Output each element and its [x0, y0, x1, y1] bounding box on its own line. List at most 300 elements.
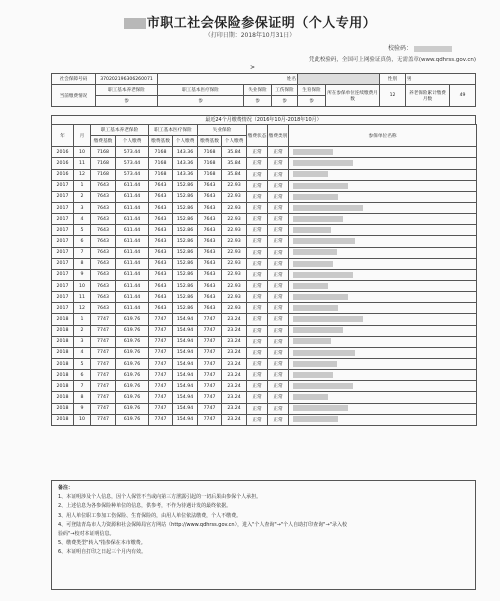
table-cell: 7643 [149, 269, 173, 280]
table-cell: 22.93 [222, 303, 247, 314]
table-cell: 正常 [268, 314, 289, 325]
table-row [52, 314, 477, 325]
table-cell: 7168 [198, 158, 222, 169]
table-cell: 152.86 [173, 269, 198, 280]
unit-name-cell [289, 280, 477, 291]
table-row [52, 336, 477, 347]
table-cell: 611.44 [116, 202, 149, 213]
table-cell: 7747 [198, 392, 222, 403]
table-cell: 10 [74, 280, 91, 291]
table-cell: 正常 [268, 280, 289, 291]
table-cell: 152.86 [173, 258, 198, 269]
table-cell: 154.94 [173, 403, 198, 414]
id-label: 社会保障号码 [52, 74, 96, 85]
city-name-mask [124, 18, 146, 29]
table-cell: 正常 [247, 191, 268, 202]
unit-name-mask [293, 394, 328, 400]
table-cell: 154.94 [173, 381, 198, 392]
notes-box [51, 480, 476, 590]
unemployment-status: 参 [244, 96, 272, 107]
sub-medical-personal: 个人缴费 [173, 136, 198, 147]
table-cell: 7643 [91, 180, 116, 191]
payment-table [51, 124, 477, 426]
unit-name-cell [289, 180, 477, 191]
table-cell: 6 [74, 236, 91, 247]
table-cell: 2018 [52, 414, 74, 425]
unit-name-cell [289, 258, 477, 269]
table-cell: 22.93 [222, 214, 247, 225]
table-cell: 7747 [91, 325, 116, 336]
table-cell: 正常 [247, 403, 268, 414]
table-row [52, 214, 477, 225]
table-cell: 7747 [91, 392, 116, 403]
table-cell: 2 [74, 191, 91, 202]
unit-name-cell [289, 147, 477, 158]
table-cell: 正常 [247, 147, 268, 158]
table-cell: 12 [74, 169, 91, 180]
unit-name-cell [289, 392, 477, 403]
unit-name-mask [293, 149, 333, 155]
table-row [52, 225, 477, 236]
table-cell: 正常 [268, 381, 289, 392]
table-cell: 611.44 [116, 180, 149, 191]
table-cell: 正常 [268, 292, 289, 303]
table-cell: 23.24 [222, 358, 247, 369]
table-cell: 正常 [268, 347, 289, 358]
table-cell: 7643 [91, 225, 116, 236]
table-cell: 22.93 [222, 280, 247, 291]
unit-name-cell [289, 202, 477, 213]
table-cell: 正常 [247, 303, 268, 314]
table-row [52, 180, 477, 191]
sub-unemp-personal: 个人缴费 [222, 136, 247, 147]
table-cell: 2017 [52, 280, 74, 291]
table-cell: 正常 [268, 269, 289, 280]
table-cell: 正常 [247, 336, 268, 347]
unit-name-mask [293, 194, 338, 200]
table-cell: 正常 [268, 414, 289, 425]
table-cell: 7643 [198, 247, 222, 258]
table-cell: 8 [74, 258, 91, 269]
table-cell: 7643 [91, 280, 116, 291]
table-cell: 152.86 [173, 303, 198, 314]
unit-name-mask [293, 205, 363, 211]
table-cell: 7747 [198, 336, 222, 347]
table-cell: 5 [74, 358, 91, 369]
unit-name-mask [293, 416, 338, 422]
table-cell: 2017 [52, 214, 74, 225]
table-cell: 7 [74, 247, 91, 258]
table-cell: 23.24 [222, 336, 247, 347]
table-cell: 7643 [149, 191, 173, 202]
unit-name-cell [289, 225, 477, 236]
table-cell: 正常 [247, 214, 268, 225]
table-cell: 573.44 [116, 147, 149, 158]
table-cell: 23.24 [222, 392, 247, 403]
table-cell: 154.94 [173, 336, 198, 347]
table-cell: 7643 [198, 191, 222, 202]
table-cell: 7168 [91, 158, 116, 169]
table-cell: 573.44 [116, 158, 149, 169]
table-cell: 611.44 [116, 303, 149, 314]
table-cell: 619.76 [116, 403, 149, 414]
table-cell: 正常 [268, 180, 289, 191]
table-cell: 22.93 [222, 269, 247, 280]
table-cell: 正常 [268, 303, 289, 314]
table-cell: 11 [74, 158, 91, 169]
table-row [52, 381, 477, 392]
table-cell: 7747 [149, 370, 173, 381]
name-label: 姓名 [158, 74, 298, 85]
unit-name-mask [293, 216, 343, 222]
table-cell: 611.44 [116, 292, 149, 303]
table-cell: 3 [74, 336, 91, 347]
table-cell: 22.93 [222, 292, 247, 303]
table-cell: 2018 [52, 403, 74, 414]
check-code: 校验码： [388, 43, 452, 52]
note-item: 3、用人单位职工参加工伤保险、生育保险的，由用人单位依法缴费，个人不缴费。 [58, 512, 242, 519]
table-cell: 4 [74, 347, 91, 358]
table-row [52, 158, 477, 169]
unit-name-cell [289, 336, 477, 347]
note-item: 6、本证明自打印之日起三个月内有效。 [58, 549, 147, 556]
table-row [52, 247, 477, 258]
unit-name-cell [289, 314, 477, 325]
table-cell: 正常 [268, 403, 289, 414]
note-item: 验码"→校对本证明信息。 [58, 531, 115, 538]
table-cell: 2018 [52, 314, 74, 325]
table-cell: 1 [74, 180, 91, 191]
pension-months-label: 养老保险累计缴费月数 [406, 85, 450, 107]
table-cell: 2 [74, 325, 91, 336]
period-caption: 最近24个月缴费情况（2016年10月-2018年10月） [51, 115, 476, 124]
table-row [52, 258, 477, 269]
unit-name-mask [293, 294, 348, 300]
table-cell: 23.24 [222, 370, 247, 381]
table-cell: 2016 [52, 147, 74, 158]
table-cell: 2017 [52, 236, 74, 247]
table-cell: 7643 [91, 258, 116, 269]
table-cell: 7643 [91, 236, 116, 247]
table-cell: 7643 [198, 225, 222, 236]
table-cell: 619.76 [116, 336, 149, 347]
table-cell: 7747 [91, 370, 116, 381]
table-row [52, 403, 477, 414]
table-cell: 7643 [149, 292, 173, 303]
table-row [52, 370, 477, 381]
table-cell: 7747 [91, 414, 116, 425]
note-item: 1、本证明涉及个人信息，因个人保管不当或向第三方泄露引起的一切后果由参保个人承担。 [58, 494, 262, 501]
note-item: 2、上述信息为各参保险种单位的信息，供参考，不作为待遇计发的最终依据。 [58, 503, 232, 510]
table-cell: 8 [74, 392, 91, 403]
table-cell: 11 [74, 292, 91, 303]
table-cell: 611.44 [116, 258, 149, 269]
table-cell: 611.44 [116, 225, 149, 236]
unit-name-mask [293, 372, 333, 378]
table-cell: 7747 [198, 358, 222, 369]
table-cell: 154.94 [173, 325, 198, 336]
id-value: 370202196306260071 [96, 74, 158, 85]
table-cell: 2017 [52, 292, 74, 303]
table-cell: 7 [74, 381, 91, 392]
unit-name-cell [289, 414, 477, 425]
gender-value: 男 [406, 74, 476, 85]
table-cell: 154.94 [173, 414, 198, 425]
table-cell: 619.76 [116, 381, 149, 392]
table-cell: 7747 [91, 336, 116, 347]
table-cell: 143.36 [173, 169, 198, 180]
table-row [52, 303, 477, 314]
unit-name-cell [289, 358, 477, 369]
unit-name-mask [293, 350, 355, 356]
payment-rows [52, 147, 477, 426]
table-cell: 7747 [91, 314, 116, 325]
table-cell: 611.44 [116, 269, 149, 280]
table-cell: 正常 [268, 236, 289, 247]
table-cell: 7643 [198, 303, 222, 314]
table-cell: 正常 [247, 381, 268, 392]
table-cell: 正常 [247, 247, 268, 258]
table-cell: 10 [74, 414, 91, 425]
col-pension: 职工基本养老保险 [91, 125, 149, 136]
table-cell: 7643 [149, 214, 173, 225]
table-cell: 619.76 [116, 347, 149, 358]
table-row [52, 392, 477, 403]
unit-name-mask [293, 171, 328, 177]
table-cell: 2018 [52, 347, 74, 358]
table-cell: 正常 [268, 336, 289, 347]
table-cell: 7747 [198, 381, 222, 392]
unit-name-cell [289, 214, 477, 225]
table-cell: 154.94 [173, 314, 198, 325]
table-cell: 22.93 [222, 247, 247, 258]
notes-title: 备注： [58, 485, 74, 491]
table-row [52, 347, 477, 358]
pension-status: 参 [96, 96, 158, 107]
col-medical: 职工基本医疗保险 [149, 125, 198, 136]
maternity-status: 参 [298, 96, 326, 107]
table-cell: 7643 [149, 303, 173, 314]
table-cell: 7168 [198, 169, 222, 180]
table-cell: 7747 [198, 325, 222, 336]
table-cell: 611.44 [116, 214, 149, 225]
table-cell: 正常 [268, 169, 289, 180]
table-cell: 正常 [268, 325, 289, 336]
table-cell: 7643 [149, 225, 173, 236]
unit-name-cell [289, 325, 477, 336]
table-row [52, 358, 477, 369]
table-cell: 7643 [91, 247, 116, 258]
table-cell: 152.86 [173, 292, 198, 303]
table-cell: 5 [74, 225, 91, 236]
table-cell: 正常 [268, 214, 289, 225]
unit-name-mask [293, 405, 348, 411]
note-item: 4、可登陆青岛市人力资源和社会保障局官方网站（http://www.qdhrss.gov.cn），进入"个人查询"→"个人自助打印查询"→"录入校 [58, 521, 347, 528]
table-cell: 7643 [91, 303, 116, 314]
table-cell: 619.76 [116, 414, 149, 425]
unit-name-mask [293, 316, 363, 322]
table-cell: 正常 [268, 191, 289, 202]
table-cell: 正常 [247, 347, 268, 358]
table-cell: 22.93 [222, 225, 247, 236]
unit-name-mask [293, 249, 337, 255]
arrow-glyph: > [250, 64, 256, 71]
unit-name-mask [293, 227, 331, 233]
table-cell: 3 [74, 202, 91, 213]
table-cell: 152.86 [173, 236, 198, 247]
sub-unemp-base: 缴费基数 [198, 136, 222, 147]
injury-label: 工伤保险 [272, 85, 298, 96]
table-cell: 7747 [149, 347, 173, 358]
table-cell: 10 [74, 147, 91, 158]
unit-name-mask [293, 272, 353, 278]
table-cell: 23.24 [222, 403, 247, 414]
table-cell: 7643 [198, 180, 222, 191]
table-row [52, 280, 477, 291]
col-status: 缴费状态 [247, 125, 268, 147]
table-cell: 2017 [52, 303, 74, 314]
table-cell: 正常 [247, 314, 268, 325]
table-cell: 7747 [91, 347, 116, 358]
table-cell: 22.93 [222, 236, 247, 247]
table-cell: 正常 [268, 392, 289, 403]
verify-text: 凭此校验码，全国可上网验证真伪，无需盖章(www.qdhrss.gov.cn) [308, 57, 476, 63]
table-row [52, 147, 477, 158]
sub-medical-base: 缴费基数 [149, 136, 173, 147]
table-cell: 正常 [247, 202, 268, 213]
table-cell: 619.76 [116, 358, 149, 369]
unit-name-cell [289, 269, 477, 280]
table-cell: 2016 [52, 158, 74, 169]
table-cell: 7747 [91, 358, 116, 369]
table-cell: 23.24 [222, 381, 247, 392]
table-cell: 7747 [198, 347, 222, 358]
table-cell: 7747 [198, 403, 222, 414]
table-cell: 22.93 [222, 191, 247, 202]
table-cell: 2018 [52, 358, 74, 369]
unit-name-mask [293, 261, 333, 267]
unit-name-cell [289, 158, 477, 169]
table-row [52, 236, 477, 247]
table-cell: 23.24 [222, 414, 247, 425]
table-cell: 22.93 [222, 202, 247, 213]
sub-pension-personal: 个人缴费 [116, 136, 149, 147]
unit-name-mask [293, 183, 348, 189]
table-cell: 7747 [149, 403, 173, 414]
table-cell: 7643 [198, 269, 222, 280]
note-item: 5、缴费类型"转入"指参保在本市缴费。 [58, 540, 146, 547]
table-cell: 7643 [149, 236, 173, 247]
table-cell: 23.24 [222, 347, 247, 358]
unit-name-cell [289, 370, 477, 381]
table-cell: 154.94 [173, 347, 198, 358]
col-month: 月 [74, 125, 91, 147]
table-cell: 611.44 [116, 280, 149, 291]
table-cell: 7747 [91, 381, 116, 392]
table-cell: 2018 [52, 336, 74, 347]
table-row [52, 269, 477, 280]
table-row [52, 292, 477, 303]
table-cell: 7643 [198, 280, 222, 291]
table-cell: 23.24 [222, 325, 247, 336]
table-cell: 143.36 [173, 158, 198, 169]
table-row [52, 191, 477, 202]
unit-name-mask [293, 338, 331, 344]
unit-name-cell [289, 381, 477, 392]
table-cell: 154.94 [173, 358, 198, 369]
table-cell: 611.44 [116, 236, 149, 247]
medical-status: 参 [158, 96, 244, 107]
table-cell: 7747 [91, 403, 116, 414]
table-cell: 152.86 [173, 202, 198, 213]
table-cell: 正常 [268, 247, 289, 258]
table-cell: 7747 [149, 325, 173, 336]
table-cell: 正常 [247, 370, 268, 381]
table-cell: 正常 [268, 158, 289, 169]
unit-name-mask [293, 361, 337, 367]
table-cell: 正常 [268, 202, 289, 213]
table-cell: 正常 [247, 325, 268, 336]
table-cell: 2017 [52, 225, 74, 236]
col-year: 年 [52, 125, 74, 147]
table-cell: 35.84 [222, 158, 247, 169]
table-cell: 7168 [149, 147, 173, 158]
table-cell: 7643 [198, 258, 222, 269]
local-months: 12 [380, 85, 406, 107]
table-cell: 7747 [149, 392, 173, 403]
col-unemployment: 失业保险 [198, 125, 247, 136]
table-cell: 7168 [91, 169, 116, 180]
page-title: 市职工社会保险参保证明（个人专用） [0, 12, 500, 31]
table-cell: 正常 [247, 292, 268, 303]
table-cell: 2018 [52, 325, 74, 336]
unit-name-cell [289, 303, 477, 314]
print-time: （打印日期：2018年10月31日） [204, 32, 296, 39]
unit-name-mask [293, 283, 328, 289]
table-cell: 2016 [52, 169, 74, 180]
table-cell: 2018 [52, 370, 74, 381]
table-cell: 7643 [198, 202, 222, 213]
unit-name-cell [289, 292, 477, 303]
sub-pension-base: 缴费基数 [91, 136, 116, 147]
table-cell: 7643 [91, 202, 116, 213]
table-cell: 7643 [149, 280, 173, 291]
table-cell: 611.44 [116, 247, 149, 258]
table-cell: 35.84 [222, 147, 247, 158]
table-cell: 7747 [149, 314, 173, 325]
table-cell: 9 [74, 403, 91, 414]
table-cell: 9 [74, 269, 91, 280]
unit-name-mask [293, 238, 355, 244]
table-cell: 154.94 [173, 392, 198, 403]
unit-name-cell [289, 169, 477, 180]
table-cell: 正常 [247, 358, 268, 369]
table-cell: 7643 [91, 191, 116, 202]
table-cell: 7643 [198, 236, 222, 247]
table-cell: 7643 [198, 214, 222, 225]
table-cell: 7643 [198, 292, 222, 303]
table-cell: 35.84 [222, 169, 247, 180]
table-cell: 7168 [149, 158, 173, 169]
table-row [52, 325, 477, 336]
table-cell: 573.44 [116, 169, 149, 180]
table-cell: 正常 [268, 225, 289, 236]
table-cell: 7747 [198, 414, 222, 425]
table-cell: 2017 [52, 180, 74, 191]
table-cell: 7643 [149, 180, 173, 191]
injury-status: 参 [272, 96, 298, 107]
table-cell: 7747 [149, 381, 173, 392]
